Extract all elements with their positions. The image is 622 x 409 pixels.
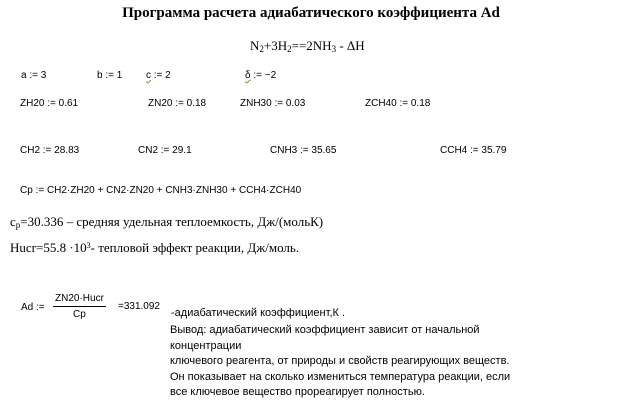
cap-ch2: CH2 := 28.83 [20,145,80,156]
reactant-n-sub: 2 [259,44,264,54]
coef-c [146,70,171,81]
cp-formula: Cp := CH2·ZH20 + CN2·ZN20 + CNH3·ZNH30 + CCH4·ZCH40 [20,185,302,196]
cp-symbol-sub: p [15,220,21,230]
cap-cn2: CN2 := 29.1 [138,145,192,156]
reaction-enthalpy: - ΔH [336,38,365,53]
cp-symbol: c [10,214,16,229]
coef-b: b := 1 [97,70,123,81]
reactant-h: +3H [263,38,288,53]
conclusion [170,323,620,401]
cap-cnh3: CNH3 := 35.65 [270,145,337,156]
conclusion-line-3: ключевого реагента, от природы и свойств реагирующих веществ. [170,355,510,367]
conclusion-line-5: все ключевое вещество прореагирует полностью. [170,386,425,398]
conc-znh3: ZNH30 := 0.03 [240,98,306,109]
ad-denominator: Cp [73,309,86,320]
hucr-description: - тепловой эффект реакции, Дж/моль. [90,240,300,255]
ad-result: =331.092 [118,301,160,312]
conc-zh2: ZH20 := 0.61 [20,98,79,109]
ad-numerator: ZN20·Hucr [55,293,104,304]
ad-description: -адиабатический коэффициент,К . [171,307,346,319]
conclusion-line-4: Он показывает на сколько измениться температура реакции, если [170,370,511,383]
conclusion-line-1: Вывод: адиабатический коэффициент зависит от начальной [170,324,480,336]
hucr-exponent: 3 [86,241,91,250]
product-nh3: 2NH [306,38,332,53]
cap-cch4: CCH4 := 35.79 [440,145,507,156]
cp-result [10,214,323,230]
hucr-line [10,240,299,256]
conc-zn2: ZN20 := 0.18 [148,98,207,109]
coef-c-value: := 2 [151,70,171,81]
ad-fraction [53,293,106,320]
fraction-bar [53,306,106,307]
reaction-arrow: == [291,38,307,53]
ad-label: Ad := [21,302,45,313]
page-title: Программа расчета адиабатического коэффициента Ad [122,5,500,21]
reactant-n: N [250,38,260,53]
conclusion-line-2: концентрации [170,339,242,352]
product-nh3-sub: 3 [331,44,337,54]
coef-delta [245,70,276,81]
cp-description: =30.336 – средняя удельная теплоемкость, Дж/(мольК) [20,214,324,229]
reactant-h-sub: 2 [287,44,292,54]
reaction-equation [250,38,365,54]
coef-a: a := 3 [21,70,47,81]
coef-c-name: c [146,70,151,81]
conc-zch4: ZCH40 := 0.18 [365,98,431,109]
coef-delta-value: := −2 [250,70,277,81]
hucr-value: Hucr=55.8 ·10 [10,240,87,255]
coef-delta-name: δ [245,70,251,81]
